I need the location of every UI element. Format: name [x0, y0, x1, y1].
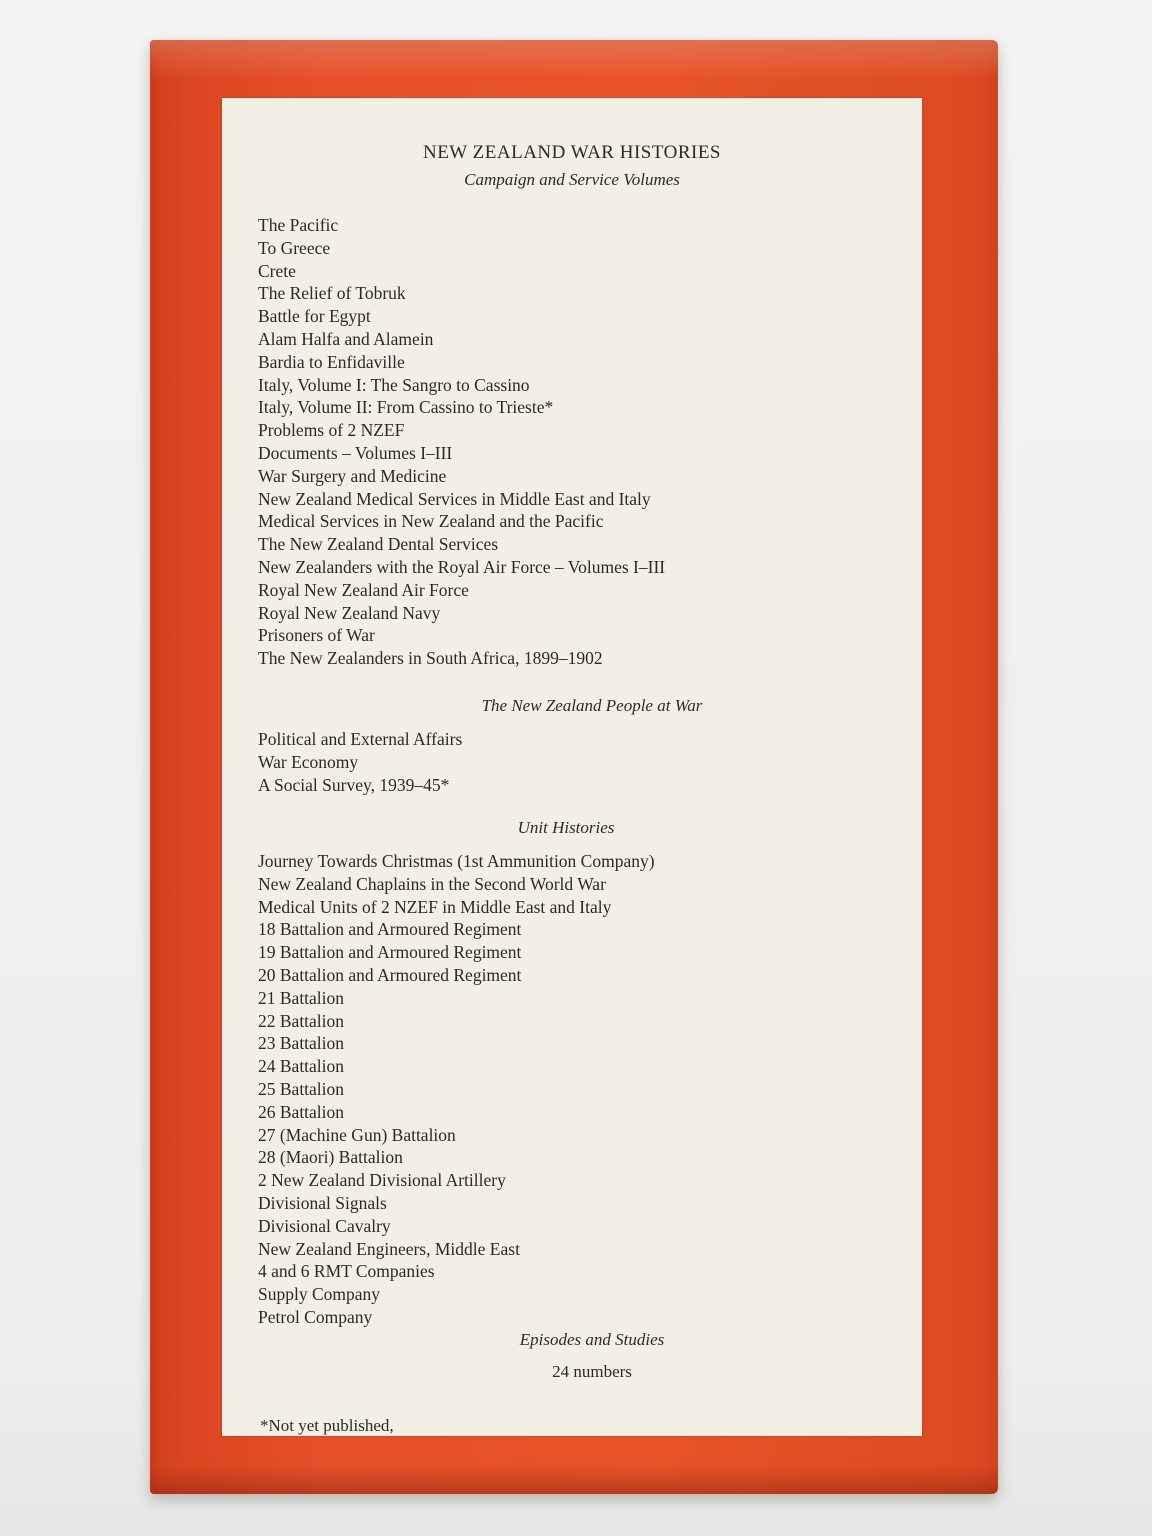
- section-heading-campaign: Campaign and Service Volumes: [464, 170, 680, 189]
- list-item: 25 Battalion: [258, 1078, 345, 1099]
- label-panel: [222, 98, 922, 1436]
- list-item: 23 Battalion: [258, 1033, 345, 1054]
- footnote: *Not yet published,: [260, 1416, 394, 1435]
- list-item: Battle for Egypt: [258, 306, 371, 327]
- list-campaign-volumes: [258, 214, 665, 670]
- list-item: War Surgery and Medicine: [258, 465, 447, 486]
- section-heading-episodes: Episodes and Studies: [519, 1330, 665, 1349]
- list-item: 28 (Maori) Battalion: [258, 1147, 403, 1168]
- list-item: New Zealand Engineers, Middle East: [258, 1238, 520, 1259]
- list-item: The New Zealand Dental Services: [258, 534, 499, 555]
- list-item: Medical Services in New Zealand and the Pacific: [258, 511, 604, 532]
- list-item: The Pacific: [258, 215, 339, 235]
- list-item: 20 Battalion and Armoured Regiment: [258, 964, 522, 985]
- list-item: Prisoners of War: [258, 625, 375, 646]
- list-item: New Zealand Chaplains in the Second World War: [258, 873, 606, 894]
- list-people-at-war: [258, 728, 462, 796]
- list-item: Royal New Zealand Air Force: [258, 579, 469, 600]
- list-item: War Economy: [258, 751, 359, 772]
- list-item: Italy, Volume II: From Cassino to Trieste*: [258, 397, 554, 418]
- page-title: NEW ZEALAND WAR HISTORIES: [422, 142, 722, 163]
- list-item: Divisional Signals: [258, 1192, 387, 1213]
- list-item: 24 Battalion: [258, 1056, 345, 1077]
- list-item: Royal New Zealand Navy: [258, 602, 441, 623]
- list-item: New Zealand Medical Services in Middle East and Italy: [258, 488, 651, 509]
- list-item: Political and External Affairs: [258, 729, 463, 749]
- list-item: Italy, Volume I: The Sangro to Cassino: [258, 374, 530, 395]
- list-item: New Zealanders with the Royal Air Force – Volumes I–III: [258, 556, 666, 577]
- list-unit-histories: [258, 850, 655, 1329]
- list-item: Crete: [258, 260, 296, 281]
- list-item: 2 New Zealand Divisional Artillery: [258, 1170, 506, 1191]
- episodes-count: 24 numbers: [552, 1362, 632, 1381]
- list-item: Journey Towards Christmas (1st Ammunition Company): [258, 851, 655, 871]
- section-heading-people-at-war: The New Zealand People at War: [481, 696, 703, 715]
- list-item: Problems of 2 NZEF: [258, 420, 405, 441]
- list-item: 26 Battalion: [258, 1101, 345, 1122]
- list-item: Supply Company: [258, 1284, 381, 1305]
- list-item: Petrol Company: [258, 1306, 373, 1327]
- section-heading-unit-histories: Unit Histories: [517, 818, 615, 837]
- list-item: The Relief of Tobruk: [258, 283, 406, 304]
- list-item: 18 Battalion and Armoured Regiment: [258, 919, 522, 940]
- list-item: To Greece: [258, 237, 331, 258]
- list-item: 22 Battalion: [258, 1010, 345, 1031]
- list-item: The New Zealanders in South Africa, 1899–1902: [258, 648, 603, 669]
- list-item: Bardia to Enfidaville: [258, 351, 405, 372]
- list-item: 27 (Machine Gun) Battalion: [258, 1124, 456, 1145]
- list-item: 19 Battalion and Armoured Regiment: [258, 942, 522, 963]
- list-item: 21 Battalion: [258, 987, 345, 1008]
- list-item: A Social Survey, 1939–45*: [258, 774, 450, 795]
- list-item: Medical Units of 2 NZEF in Middle East and Italy: [258, 896, 612, 917]
- list-item: Documents – Volumes I–III: [258, 442, 453, 463]
- list-item: Divisional Cavalry: [258, 1215, 391, 1236]
- list-item: 4 and 6 RMT Companies: [258, 1261, 435, 1282]
- list-item: Alam Halfa and Alamein: [258, 328, 434, 349]
